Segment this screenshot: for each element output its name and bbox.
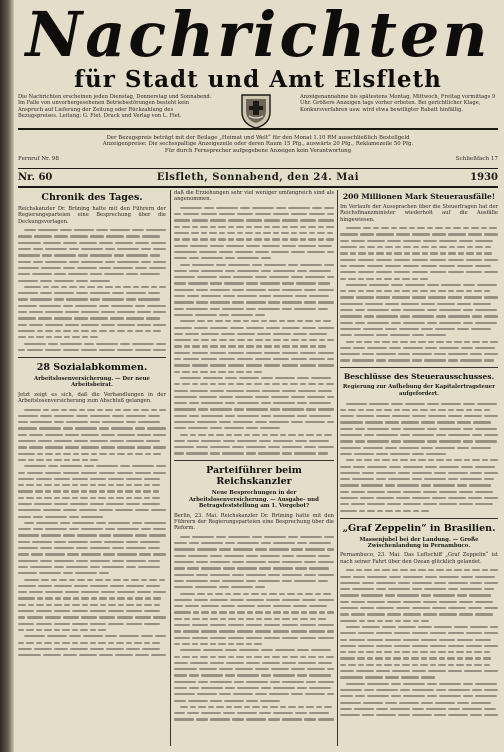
chronik-text: Reichskanzler Dr. Brüning hatte mit den Führern der Regierungsparteien eine Besprechung über die Deckungsvorlagen.: [18, 206, 166, 225]
column-2-body-top: [174, 205, 334, 457]
post-box: Schließfach 17: [455, 156, 498, 162]
phone-number: Fernruf Nr. 98: [18, 156, 59, 162]
text-line: [340, 712, 498, 718]
steuerausfaelle-body: [340, 225, 498, 364]
dateline: [18, 171, 498, 185]
masthead-subtitle: für Stadt und Amt Elsfleth: [74, 66, 442, 93]
dateline-top-rule: [18, 168, 498, 169]
column-2: [174, 190, 334, 746]
steuerausfaelle-text: Im Verlaufe der Aussprachen über die Steuerfragen hat der Reichsfinanzminister wiederholt auf die Ausfälle hingewiesen.: [340, 204, 498, 223]
steuerausschuss-heading: Beschlüsse des Steuerausschusses.: [343, 372, 495, 382]
subscription-info: [18, 135, 498, 154]
column-2-divider: [174, 460, 334, 461]
sozialabkommen-text: Jetzt zeigt es sich, daß die Verhandlungen in der Arbeitslosenversicherung zum Abschluß gelangen.: [18, 391, 166, 404]
text-line: [340, 357, 498, 363]
parteifuehrer-subheading: Neue Besprechungen in der Arbeitslosenversicherung. — Ausgabe- und Betragsfeststellung am 1. Vorgebot?: [189, 490, 319, 510]
masthead-title: Nachrichten: [25, 0, 491, 71]
column-1-divider: [18, 357, 166, 358]
column-2-lead-text: daß die Erziehungen sehr viel weniger umfangreich sind als angenommen.: [174, 190, 334, 203]
subscription-line-2: Anzeigenpreise: Die sechsspaltige Anzeigezeile oder deren Raum 15 Pfg., auswärts 20 Pfg., Reklamezeile 50 Pfg.: [102, 141, 414, 148]
coat-of-arms-icon: [238, 92, 274, 130]
column-1: [18, 190, 166, 746]
masthead-left-ear: Die Nachrichten erscheinen jeden Dienstag, Donnerstag und Sonnabend. Im Falle von unvorhergesehenen Betriebsstörungen besteht kein Anspruch auf Lieferung der Zeitung oder Rückzahlung des Bezugspreises. Leitung: G. Fiet. Druck und Verlag von L. Fiet.: [18, 94, 212, 120]
issue-number: Nr. 60: [18, 172, 53, 183]
text-line: [340, 507, 498, 513]
issue-year: 1930: [470, 172, 498, 183]
parteifuehrer-body: [174, 534, 334, 723]
column-3-divider-1: [340, 367, 498, 368]
column-separator-1: [170, 190, 171, 746]
subscription-line-3: Für durch Fernsprecher aufgegebene Anzeigen kein Verantwortung: [164, 147, 352, 154]
text-line: [174, 716, 334, 722]
zeppelin-text: Pernambuco, 23. Mai. Das Luftschiff „Graf Zeppelin“ ist nach seiner Fahrt über den Ozean glücklich gelandet.: [340, 552, 498, 565]
steuerausschuss-body: [340, 400, 498, 513]
zeppelin-subheading: Massenjubel bei der Landung. — Große Zwischenlandung in Pernambuco.: [359, 536, 479, 549]
sozialabkommen-body: [18, 406, 166, 658]
issue-date: Elsfleth, Sonnabend, den 24. Mai: [156, 172, 360, 183]
parteifuehrer-text: Berlin, 23. Mai. Reichskanzler Dr. Brüning hatte mit den Führern der Regierungsparteien eine Besprechung über die Reform.: [174, 512, 334, 532]
column-separator-2: [337, 190, 338, 746]
steuerausschuss-subheading: Regierung zur Aufhebung der Kapitalertragsteuer aufgefordert.: [342, 384, 496, 397]
text-line: [174, 450, 334, 456]
dateline-bottom-rule: [18, 186, 498, 188]
chronik-body: [18, 227, 166, 353]
zeppelin-body: [340, 567, 498, 718]
chronik-heading: Chronik des Tages.: [41, 192, 143, 203]
zeppelin-heading: „Graf Zeppelin“ in Brasilien.: [342, 522, 496, 534]
steuerausfaelle-heading: 200 Millionen Mark Steuerausfälle!: [342, 192, 496, 201]
masthead: [18, 0, 498, 120]
column-3-divider-2: [340, 518, 498, 519]
masthead-right-ear: Anzeigenannahme bis spätestens Montag, Mittwoch, Freitag vormittags 9 Uhr. Größere Anzeigen tags vorher erbeten. Bei gerichtlicher Klage, Konkursverfahren usw. wird etwa bewilligter Rabatt hinfällig.: [300, 94, 496, 113]
text-line: [18, 652, 166, 658]
parteifuehrer-heading: Parteiführer beim Reichskanzler: [206, 465, 302, 488]
sozialabkommen-subheading: Arbeitslosenversicherung. — Der neue Arbeitsbeirat.: [34, 375, 150, 389]
text-line: [18, 347, 166, 353]
binding-edge: [0, 0, 14, 752]
column-3: [340, 190, 498, 746]
subscription-line-1: Der Bezugspreis beträgt mit der Beilage „Heimat und Welt“ für den Monat 1.10 RM ausschließlich Bestellgeld: [106, 135, 410, 141]
sozialabkommen-heading: 28 Sozialabkommen.: [36, 361, 148, 373]
masthead-rule: [18, 128, 498, 130]
